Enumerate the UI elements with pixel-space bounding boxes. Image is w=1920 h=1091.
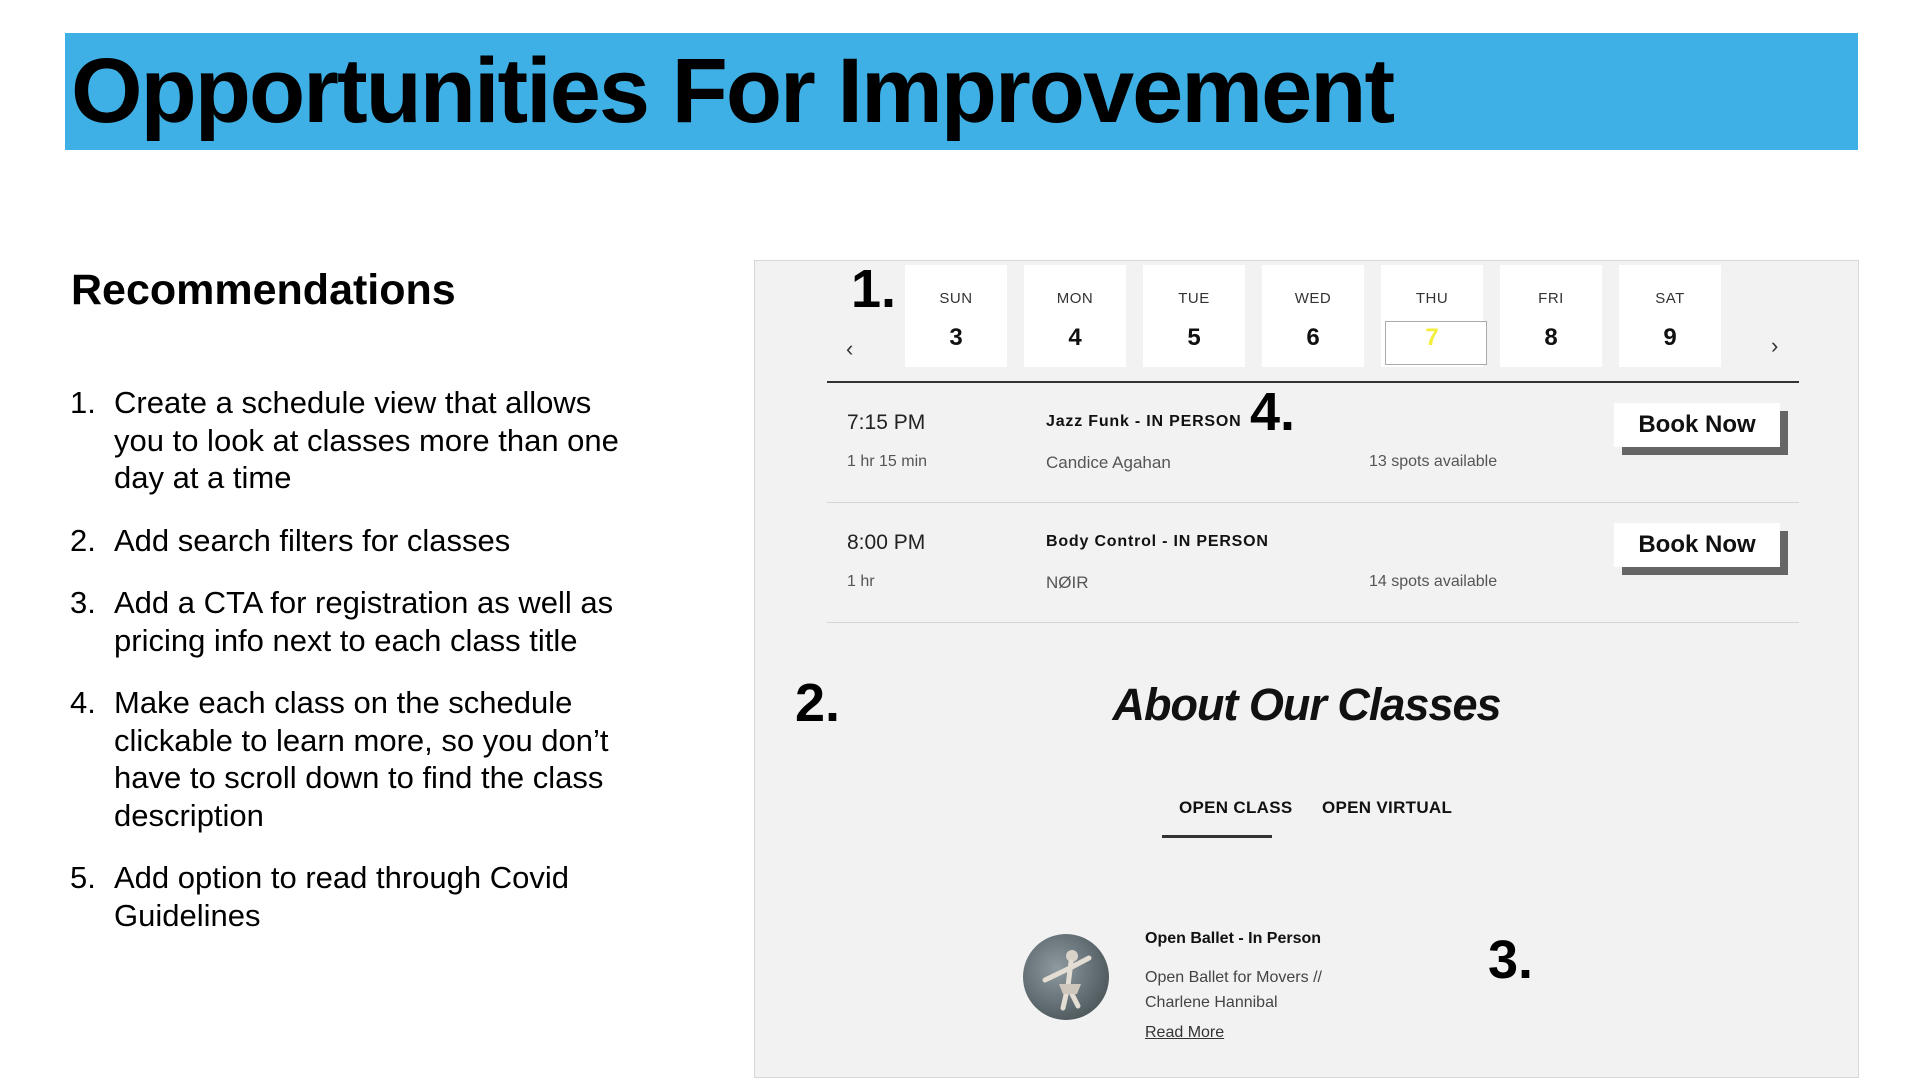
active-tab-underline <box>1162 835 1272 838</box>
day-number: 4 <box>1068 324 1082 351</box>
day-name: FRI <box>1538 290 1564 307</box>
class-duration: 1 hr <box>847 573 875 590</box>
book-now-button[interactable]: Book Now <box>1614 403 1780 447</box>
day-card-mon[interactable] <box>1024 265 1126 367</box>
annotation-marker-4: 4. <box>1250 382 1296 442</box>
class-instructor: Candice Agahan <box>1046 453 1171 472</box>
about-classes-title: About Our Classes <box>1112 679 1501 730</box>
class-row <box>827 503 1799 621</box>
annotation-marker-3: 3. <box>1488 930 1534 990</box>
dancer-silhouette-icon <box>1023 934 1109 1020</box>
annotation-marker-1: 1. <box>851 260 897 319</box>
read-more-link[interactable]: Read More <box>1145 1024 1225 1041</box>
recommendation-text: Make each class on the schedule clickable to learn more, so you don’t have to scroll down to find the class description <box>114 685 609 833</box>
class-spots: 14 spots available <box>1369 573 1498 590</box>
recommendation-item <box>68 522 648 560</box>
class-title[interactable]: Body Control - IN PERSON <box>1046 533 1269 550</box>
class-row <box>827 383 1799 501</box>
class-time: 8:00 PM <box>847 531 926 554</box>
tab-open-class[interactable]: OPEN CLASS <box>1179 798 1293 817</box>
day-number: 3 <box>949 324 963 351</box>
recommendation-number: 1. <box>70 385 96 420</box>
day-name: THU <box>1415 290 1449 307</box>
recommendation-item <box>68 859 648 934</box>
recommendation-number: 5. <box>70 860 96 895</box>
day-name: SUN <box>939 290 973 307</box>
recommendation-item <box>68 584 648 659</box>
day-card-sat[interactable] <box>1619 265 1721 367</box>
day-number: 6 <box>1306 324 1320 351</box>
class-card-title: Open Ballet - In Person <box>1145 930 1322 947</box>
title-banner <box>65 33 1858 150</box>
recommendation-item <box>68 384 648 497</box>
day-number: 9 <box>1663 324 1677 351</box>
next-week-arrow[interactable]: › <box>1771 333 1779 358</box>
day-number: 5 <box>1187 324 1201 351</box>
day-name: MON <box>1056 290 1094 307</box>
recommendation-text: Create a schedule view that allows you to look at classes more than one day at a time <box>114 385 619 495</box>
recommendation-number: 4. <box>70 685 96 720</box>
class-duration: 1 hr 15 min <box>847 453 928 470</box>
day-name: TUE <box>1178 290 1210 307</box>
class-instructor: NØIR <box>1046 573 1089 592</box>
day-name: WED <box>1294 290 1332 307</box>
class-card-description: Open Ballet for Movers // Charlene Hannibal <box>1145 969 1322 1011</box>
recommendations-heading: Recommendations <box>71 266 456 314</box>
day-card-tue[interactable] <box>1143 265 1245 367</box>
day-card-thu-selected[interactable] <box>1381 265 1483 367</box>
recommendation-text: Add search filters for classes <box>114 522 511 558</box>
class-time: 7:15 PM <box>847 411 926 434</box>
day-card-sun[interactable] <box>905 265 1007 367</box>
annotation-marker-2: 2. <box>795 673 841 733</box>
recommendation-text: Add option to read through Covid Guidelines <box>114 860 569 933</box>
tab-open-virtual[interactable]: OPEN VIRTUAL <box>1322 798 1453 817</box>
ballet-dancer-avatar <box>1023 934 1109 1020</box>
schedule-screenshot <box>754 260 1859 1078</box>
day-name: SAT <box>1655 290 1685 307</box>
day-card-wed[interactable] <box>1262 265 1364 367</box>
day-number: 8 <box>1544 324 1558 351</box>
prev-week-arrow[interactable]: ‹ <box>846 336 854 361</box>
recommendation-item <box>68 684 648 834</box>
class-spots: 13 spots available <box>1369 453 1498 470</box>
recommendations-list <box>68 384 648 959</box>
book-now-button[interactable]: Book Now <box>1614 523 1780 567</box>
row-divider <box>827 622 1799 623</box>
recommendation-number: 3. <box>70 585 96 620</box>
day-card-fri[interactable] <box>1500 265 1602 367</box>
slide-title: Opportunities For Improvement <box>71 40 1394 142</box>
recommendation-number: 2. <box>70 522 96 558</box>
day-number: 7 <box>1425 324 1439 351</box>
class-title[interactable]: Jazz Funk - IN PERSON <box>1046 413 1242 430</box>
recommendation-text: Add a CTA for registration as well as pricing info next to each class title <box>114 585 614 658</box>
